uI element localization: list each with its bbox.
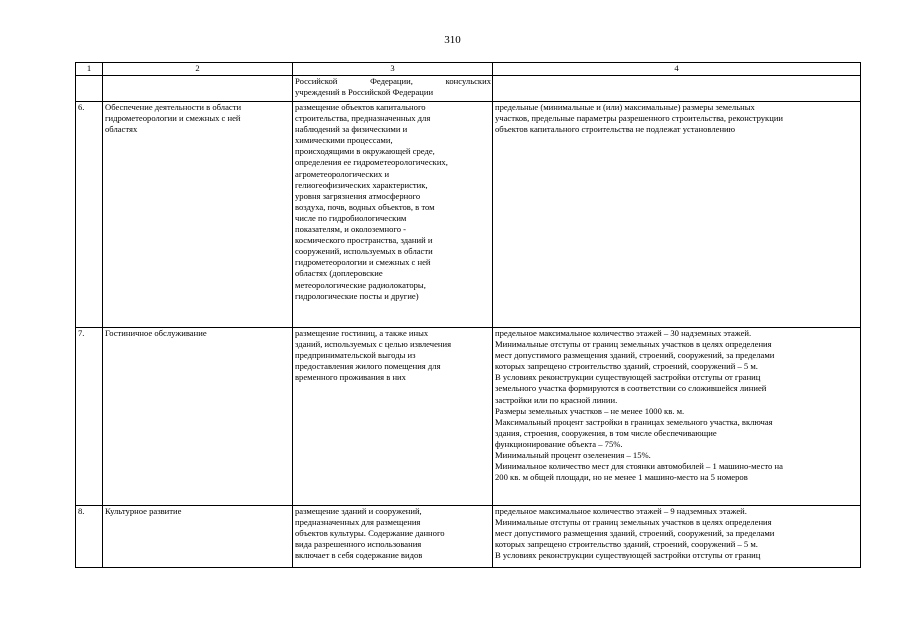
cell-text-line: зданий, используемых с целью извлечения [295,339,452,350]
cell-text-line: сооружений, используемых в области [295,246,433,257]
row-number: 8. [76,506,103,568]
cell-text-line: числе по гидробиологическим [295,212,407,223]
cell-text-line: наблюдений за физическими и [295,124,408,135]
cell-text-line: предельное максимальное количество этажей – 30 надземных этажей. [495,328,752,338]
cell-text-line: Минимальные отступы от границ земельных участков в целях определения [495,339,772,350]
table-cell [76,76,103,102]
cell-text-line: показателям, и околоземного - [295,224,407,235]
zoning-table [75,62,861,568]
cell-text-line: участков, предельные параметры разрешенного строительства, реконструкции [495,113,784,124]
cell-text-line: вида разрешенного использования [295,539,422,550]
cell-text-line: размещение гостиниц, а также иных [295,328,429,338]
cell-text-line: Максимальный процент застройки в границах земельного участка, включая [495,416,773,427]
continuation-row [76,76,861,102]
cell-text-line: 200 кв. м общей площади, но не менее 1 машино-место на 5 номеров [495,472,748,483]
cell-text-line: областях (доплеровские [295,268,383,279]
row-number: 6. [76,102,103,328]
land-use-name [103,102,293,328]
building-parameters [493,102,861,328]
cell-text-line: строительства, предназначенных для [295,113,431,124]
cell-text-line: мест допустимого размещения зданий, строений, сооружений, за пределами [495,350,775,361]
land-use-name [103,328,293,506]
column-header: 4 [493,63,861,76]
cell-text-line: временного проживания в них [295,372,406,383]
cell-text-line: Культурное развитие [105,506,182,516]
table-cell [293,76,493,102]
table-header-row [76,63,861,76]
building-parameters [493,328,861,506]
cell-text-line: космического пространства, зданий и [295,235,433,246]
cell-text-line: гидрометеорологии и смежных с ней [105,113,241,124]
cell-text-line: Минимальные отступы от границ земельных участков в целях определения [495,517,772,528]
column-header: 2 [103,63,293,76]
cell-text-line: происходящими в окружающей среде, [295,146,435,157]
cell-text-line: гидрометеорологии и смежных с ней [295,257,431,268]
table-cell [103,76,293,102]
table-row [76,328,861,506]
cell-text-line: застройки или по красной линии. [495,394,618,405]
column-header: 3 [293,63,493,76]
cell-text-line: Минимальное количество мест для стоянки автомобилей – 1 машино-место на [495,461,783,472]
cell-text-line: предоставления жилого помещения для [295,361,441,372]
cell-text-line: размещение зданий и сооружений, [295,506,422,516]
cell-text-line: определения ее гидрометеорологических, [295,157,448,168]
cell-text-line: учреждений в Российской Федерации [295,87,434,98]
cell-text-line: Обеспечение деятельности в области [105,102,242,112]
table-row [76,506,861,568]
cell-text-line: которых запрещено строительство зданий, строений, сооружений – 5 м. [495,539,758,550]
cell-text-line: объектов капитального строительства не подлежат установлению [495,124,736,135]
cell-text-line: включает в себя содержание видов [295,550,423,561]
cell-text-line: земельного участка формируются в соответствии со сложившейся линией [495,383,767,394]
cell-text-line: здания, строения, сооружения, в том числе обеспечивающие [495,427,717,438]
cell-text-line: В условиях реконструкции существующей застройки отступы от границ [495,372,761,383]
cell-text-line: Российской Федерации, консульских [295,76,491,86]
cell-text-line: предельное максимальное количество этажей – 9 надземных этажей. [495,506,747,516]
cell-text-line: Минимальный процент озеленения – 15%. [495,450,651,461]
cell-text-line: Размеры земельных участков – не менее 1000 кв. м. [495,405,685,416]
cell-text-line: которых запрещено строительство зданий, строений, сооружений – 5 м. [495,361,758,372]
cell-text-line: гелиогеофизических характеристик, [295,179,428,190]
cell-text-line: функционирование объекта – 75%. [495,438,623,449]
cell-text-line: предельные (минимальные и (или) максимальные) размеры земельных [495,102,755,112]
cell-text-line: химическими процессами, [295,135,393,146]
table-row [76,102,861,328]
row-number: 7. [76,328,103,506]
land-use-description [293,328,493,506]
cell-text-line: воздуха, почв, водных объектов, в том [295,201,435,212]
building-parameters [493,506,861,568]
cell-text-line: Гостиничное обслуживание [105,328,207,338]
land-use-description [293,506,493,568]
cell-text-line: предназначенных для размещения [295,517,421,528]
cell-text-line: мест допустимого размещения зданий, строений, сооружений, за пределами [495,528,775,539]
cell-text-line: размещение объектов капитального [295,102,426,112]
cell-text-line: областях [105,124,138,135]
land-use-name [103,506,293,568]
cell-text-line: метеорологические радиолокаторы, [295,279,426,290]
cell-text-line: гидрологические посты и другие) [295,290,419,301]
table-cell [493,76,861,102]
cell-text-line: В условиях реконструкции существующей застройки отступы от границ [495,550,761,561]
column-header: 1 [76,63,103,76]
cell-text-line: уровня загрязнения атмосферного [295,190,421,201]
land-use-description [293,102,493,328]
page-number: 310 [444,34,461,46]
cell-text-line: агрометеорологических и [295,168,390,179]
cell-text-line: предпринимательской выгоды из [295,350,416,361]
cell-text-line: объектов культуры. Содержание данного [295,528,445,539]
